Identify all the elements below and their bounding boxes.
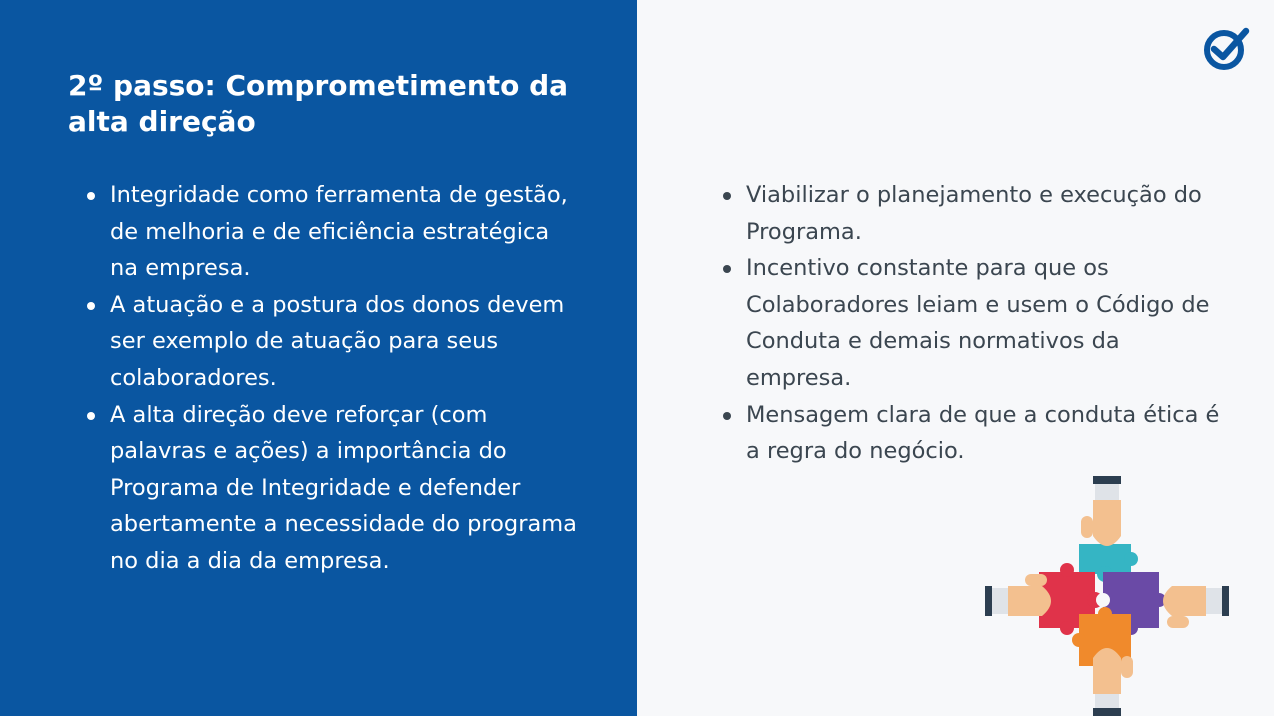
hand-right <box>1163 586 1229 628</box>
left-bullet-item: A alta direção deve reforçar (com palavras e ações) a importância do Programa de Integridade e defender abertamente a necessidade do programa no dia a dia da empresa. <box>84 397 584 580</box>
right-bullet-item: Viabilizar o planejamento e execução do Programa. <box>720 177 1225 250</box>
check-circle-logo-icon <box>1202 24 1252 72</box>
left-bullet-item: A atuação e a postura dos donos devem ser exemplo de atuação para seus colaboradores. <box>84 287 584 397</box>
hand-bottom <box>1093 648 1133 716</box>
puzzle-hands-illustration <box>985 474 1229 716</box>
hand-left <box>985 574 1051 616</box>
left-bullet-list <box>84 177 584 580</box>
hand-top <box>1081 476 1121 546</box>
slide-title: 2º passo: Comprometimento da alta direção <box>68 69 569 138</box>
right-bullet-list <box>720 177 1225 470</box>
right-bullet-item: Incentivo constante para que os Colaboradores leiam e usem o Código de Conduta e demais normativos da empresa. <box>720 250 1225 396</box>
right-bullet-item: Mensagem clara de que a conduta ética é a regra do negócio. <box>720 397 1225 470</box>
left-bullet-item: Integridade como ferramenta de gestão, de melhoria e de eficiência estratégica na empresa. <box>84 177 584 287</box>
